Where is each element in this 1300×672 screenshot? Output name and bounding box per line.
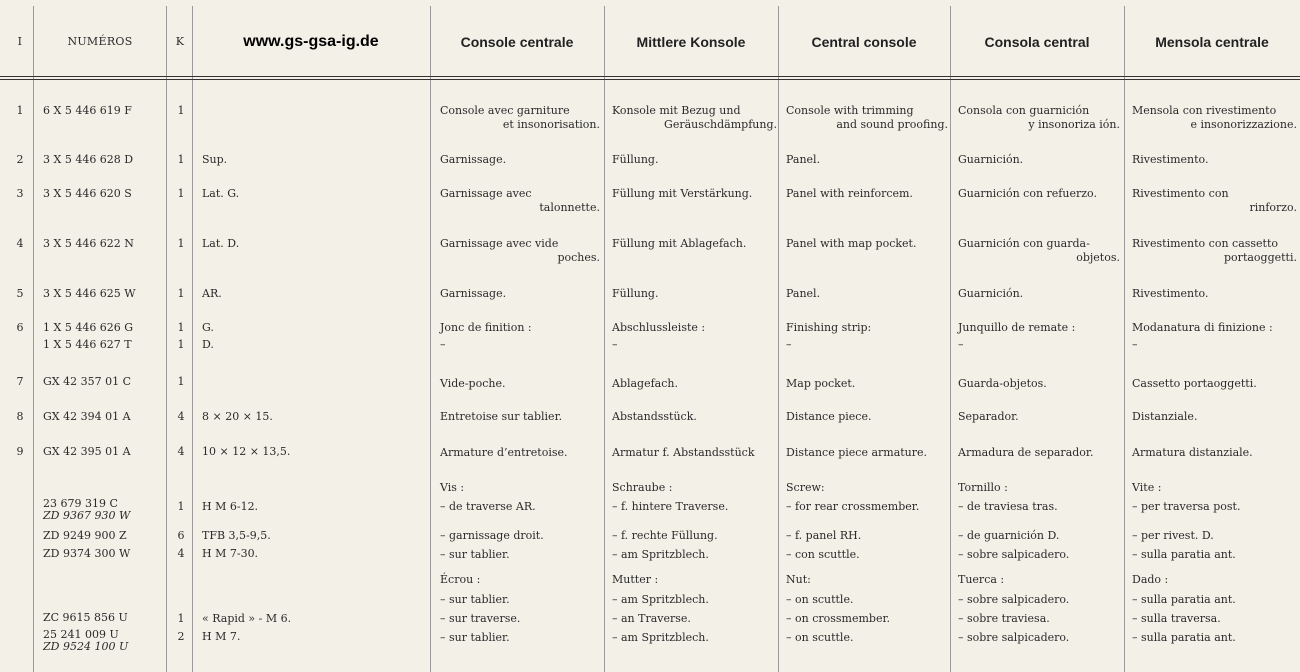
- german-desc: Füllung.: [612, 153, 659, 166]
- italian-desc: Modanatura di finizione :: [1132, 321, 1273, 334]
- position-desc: 10 × 12 × 13,5.: [202, 445, 291, 458]
- spanish-desc: – sobre salpicadero.: [958, 593, 1070, 606]
- french-desc: – sur tablier.: [440, 548, 510, 561]
- quantity: 1: [177, 500, 185, 513]
- german-desc: Füllung mit Ablagefach.: [612, 237, 747, 250]
- position-desc: 8 × 20 × 15.: [202, 410, 273, 423]
- website-watermark: www.gs-gsa-ig.de: [243, 33, 379, 50]
- french-desc: Vide-poche.: [440, 377, 506, 390]
- quantity: 4: [177, 410, 185, 423]
- position-desc: « Rapid » - M 6.: [202, 612, 292, 625]
- english-desc: – con scuttle.: [786, 548, 860, 561]
- german-desc: Ablagefach.: [612, 377, 678, 390]
- part-number: 1 X 5 446 626 G: [43, 321, 134, 334]
- italian-desc: – sulla paratia ant.: [1132, 631, 1236, 644]
- german-desc: Abstandsstück.: [612, 410, 697, 423]
- header-numeros: NUMÉROS: [67, 35, 133, 48]
- spanish-desc: – de guarnición D.: [958, 529, 1060, 542]
- french-desc: Garnissage avec vide poches.: [440, 237, 600, 264]
- column-divider: [1124, 6, 1125, 672]
- english-heading: Nut:: [786, 573, 811, 586]
- english-desc: Panel with map pocket.: [786, 237, 917, 250]
- row-index: 8: [16, 410, 24, 423]
- english-desc: Distance piece armature.: [786, 446, 928, 459]
- quantity: 2: [177, 630, 185, 643]
- header-rule: [0, 79, 1300, 80]
- french-desc: Garnissage.: [440, 287, 507, 300]
- position-desc: AR.: [202, 287, 222, 300]
- english-desc: – for rear crossmember.: [786, 500, 920, 513]
- column-divider: [33, 6, 34, 672]
- column-divider: [778, 6, 779, 672]
- quantity: 1: [177, 612, 185, 625]
- italian-desc: – per traversa post.: [1132, 500, 1241, 513]
- part-number: GX 42 394 01 A: [43, 410, 131, 423]
- french-desc: – sur tablier.: [440, 631, 510, 644]
- english-desc: Panel.: [786, 153, 821, 166]
- german-heading: Mutter :: [612, 573, 659, 586]
- german-desc: – f. rechte Füllung.: [612, 529, 718, 542]
- row-index: 4: [16, 237, 24, 250]
- dash: –: [958, 338, 964, 351]
- italian-desc: Rivestimento con rinforzo.: [1132, 187, 1297, 214]
- dash: –: [786, 338, 792, 351]
- french-desc: – de traverse AR.: [440, 500, 536, 513]
- french-desc: – garnissage droit.: [440, 529, 544, 542]
- quantity: 1: [177, 338, 185, 351]
- french-desc: Jonc de finition :: [440, 321, 532, 334]
- position-desc: Lat. D.: [202, 237, 240, 250]
- header-spanish: Consola central: [984, 34, 1090, 50]
- german-desc: Abschlussleiste :: [612, 321, 706, 334]
- french-desc: Garnissage.: [440, 153, 507, 166]
- position-desc: H M 7-30.: [202, 547, 259, 560]
- spanish-desc: – sobre salpicadero.: [958, 548, 1070, 561]
- german-desc: Konsole mit Bezug und Geräuschdämpfung.: [612, 104, 777, 131]
- part-number: 23 679 319 C: [43, 497, 118, 510]
- spanish-desc: Armadura de separador.: [958, 446, 1094, 459]
- italian-heading: Dado :: [1132, 573, 1169, 586]
- italian-desc: Rivestimento con cassetto portaoggetti.: [1132, 237, 1297, 264]
- italian-desc: Cassetto portaoggetti.: [1132, 377, 1257, 390]
- italian-desc: – sulla paratia ant.: [1132, 548, 1236, 561]
- header-english: Central console: [811, 34, 917, 50]
- row-index: 1: [16, 104, 24, 117]
- part-number: 25 241 009 U: [43, 628, 119, 641]
- part-number: 3 X 5 446 628 D: [43, 153, 134, 166]
- italian-desc: Rivestimento.: [1132, 153, 1209, 166]
- italian-desc: Rivestimento.: [1132, 287, 1209, 300]
- italian-desc: – sulla traversa.: [1132, 612, 1221, 625]
- quantity: 1: [177, 153, 185, 166]
- quantity: 1: [177, 287, 185, 300]
- french-desc: – sur tablier.: [440, 593, 510, 606]
- german-desc: Armatur f. Abstandsstück: [612, 446, 755, 459]
- english-desc: – on scuttle.: [786, 631, 854, 644]
- position-desc: D.: [202, 338, 214, 351]
- english-desc: Distance piece.: [786, 410, 872, 423]
- quantity: 1: [177, 321, 185, 334]
- spanish-desc: Junquillo de remate :: [958, 321, 1076, 334]
- english-desc: – on crossmember.: [786, 612, 891, 625]
- spanish-heading: Tornillo :: [958, 481, 1008, 494]
- part-number: 1 X 5 446 627 T: [43, 338, 132, 351]
- position-desc: G.: [202, 321, 214, 334]
- french-desc: Armature d’entretoise.: [440, 446, 568, 459]
- column-divider: [166, 6, 167, 672]
- part-number: 3 X 5 446 622 N: [43, 237, 134, 250]
- italian-desc: Distanziale.: [1132, 410, 1198, 423]
- row-index: 5: [16, 287, 24, 300]
- part-number-alt: ZD 9367 930 W: [43, 509, 131, 522]
- header-italian: Mensola centrale: [1155, 34, 1269, 50]
- italian-desc: Mensola con rivestimento e insonorizzazione.: [1132, 104, 1297, 131]
- header-rule: [0, 76, 1300, 77]
- spanish-desc: Guarnición.: [958, 287, 1024, 300]
- english-desc: – on scuttle.: [786, 593, 854, 606]
- row-index: 3: [16, 187, 24, 200]
- header-k: K: [175, 35, 185, 48]
- spanish-desc: Guarda-objetos.: [958, 377, 1047, 390]
- quantity: 1: [177, 237, 185, 250]
- part-number: 3 X 5 446 625 W: [43, 287, 136, 300]
- row-index: 2: [16, 153, 24, 166]
- french-heading: Vis :: [440, 481, 465, 494]
- column-divider: [192, 6, 193, 672]
- english-desc: – f. panel RH.: [786, 529, 862, 542]
- dash: –: [612, 338, 618, 351]
- spanish-desc: – de traviesa tras.: [958, 500, 1058, 513]
- quantity: 1: [177, 104, 185, 117]
- french-desc: Console avec garniture et insonorisation.: [440, 104, 600, 131]
- part-number: GX 42 357 01 C: [43, 375, 132, 388]
- quantity: 1: [177, 187, 185, 200]
- french-heading: Écrou :: [440, 573, 481, 586]
- german-desc: – am Spritzblech.: [612, 548, 709, 561]
- dash: –: [440, 338, 446, 351]
- german-heading: Schraube :: [612, 481, 673, 494]
- position-desc: Lat. G.: [202, 187, 240, 200]
- column-divider: [950, 6, 951, 672]
- quantity: 4: [177, 547, 185, 560]
- english-heading: Screw:: [786, 481, 825, 494]
- quantity: 4: [177, 445, 185, 458]
- italian-heading: Vite :: [1132, 481, 1162, 494]
- spanish-desc: Guarnición con refuerzo.: [958, 187, 1097, 200]
- part-number: ZD 9249 900 Z: [43, 529, 127, 542]
- italian-desc: – sulla paratia ant.: [1132, 593, 1236, 606]
- part-number: ZD 9374 300 W: [43, 547, 131, 560]
- row-index: 9: [16, 445, 24, 458]
- english-desc: Panel with reinforcem.: [786, 187, 913, 200]
- position-desc: TFB 3,5-9,5.: [202, 529, 271, 542]
- spanish-desc: – sobre traviesa.: [958, 612, 1050, 625]
- german-desc: – am Spritzblech.: [612, 593, 709, 606]
- french-desc: – sur traverse.: [440, 612, 521, 625]
- part-number: 6 X 5 446 619 F: [43, 104, 132, 117]
- header-i: I: [17, 35, 23, 48]
- spanish-desc: Guarnición.: [958, 153, 1024, 166]
- german-desc: – am Spritzblech.: [612, 631, 709, 644]
- german-desc: Füllung mit Verstärkung.: [612, 187, 753, 200]
- english-desc: Console with trimming and sound proofing.: [786, 104, 948, 131]
- row-index: 6: [16, 321, 24, 334]
- german-desc: – an Traverse.: [612, 612, 691, 625]
- quantity: 1: [177, 375, 185, 388]
- position-desc: H M 6-12.: [202, 500, 259, 513]
- english-desc: Panel.: [786, 287, 821, 300]
- column-divider: [604, 6, 605, 672]
- spanish-desc: Separador.: [958, 410, 1019, 423]
- part-number: GX 42 395 01 A: [43, 445, 131, 458]
- part-number: 3 X 5 446 620 S: [43, 187, 132, 200]
- part-number: ZC 9615 856 U: [43, 611, 128, 624]
- header-french: Console centrale: [460, 34, 574, 50]
- quantity: 6: [177, 529, 185, 542]
- spanish-heading: Tuerca :: [958, 573, 1005, 586]
- english-desc: Map pocket.: [786, 377, 856, 390]
- english-desc: Finishing strip:: [786, 321, 872, 334]
- position-desc: H M 7.: [202, 630, 241, 643]
- french-desc: Garnissage avec talonnette.: [440, 187, 600, 214]
- header-german: Mittlere Konsole: [636, 34, 746, 50]
- dash: –: [1132, 338, 1138, 351]
- spanish-desc: Guarnición con guarda- objetos.: [958, 237, 1120, 264]
- position-desc: Sup.: [202, 153, 228, 166]
- part-number-alt: ZD 9524 100 U: [43, 640, 129, 653]
- row-index: 7: [16, 375, 24, 388]
- french-desc: Entretoise sur tablier.: [440, 410, 563, 423]
- italian-desc: Armatura distanziale.: [1132, 446, 1253, 459]
- german-desc: Füllung.: [612, 287, 659, 300]
- column-divider: [430, 6, 431, 672]
- german-desc: – f. hintere Traverse.: [612, 500, 729, 513]
- italian-desc: – per rivest. D.: [1132, 529, 1214, 542]
- spanish-desc: – sobre salpicadero.: [958, 631, 1070, 644]
- spanish-desc: Consola con guarnición y insonoriza ión.: [958, 104, 1120, 131]
